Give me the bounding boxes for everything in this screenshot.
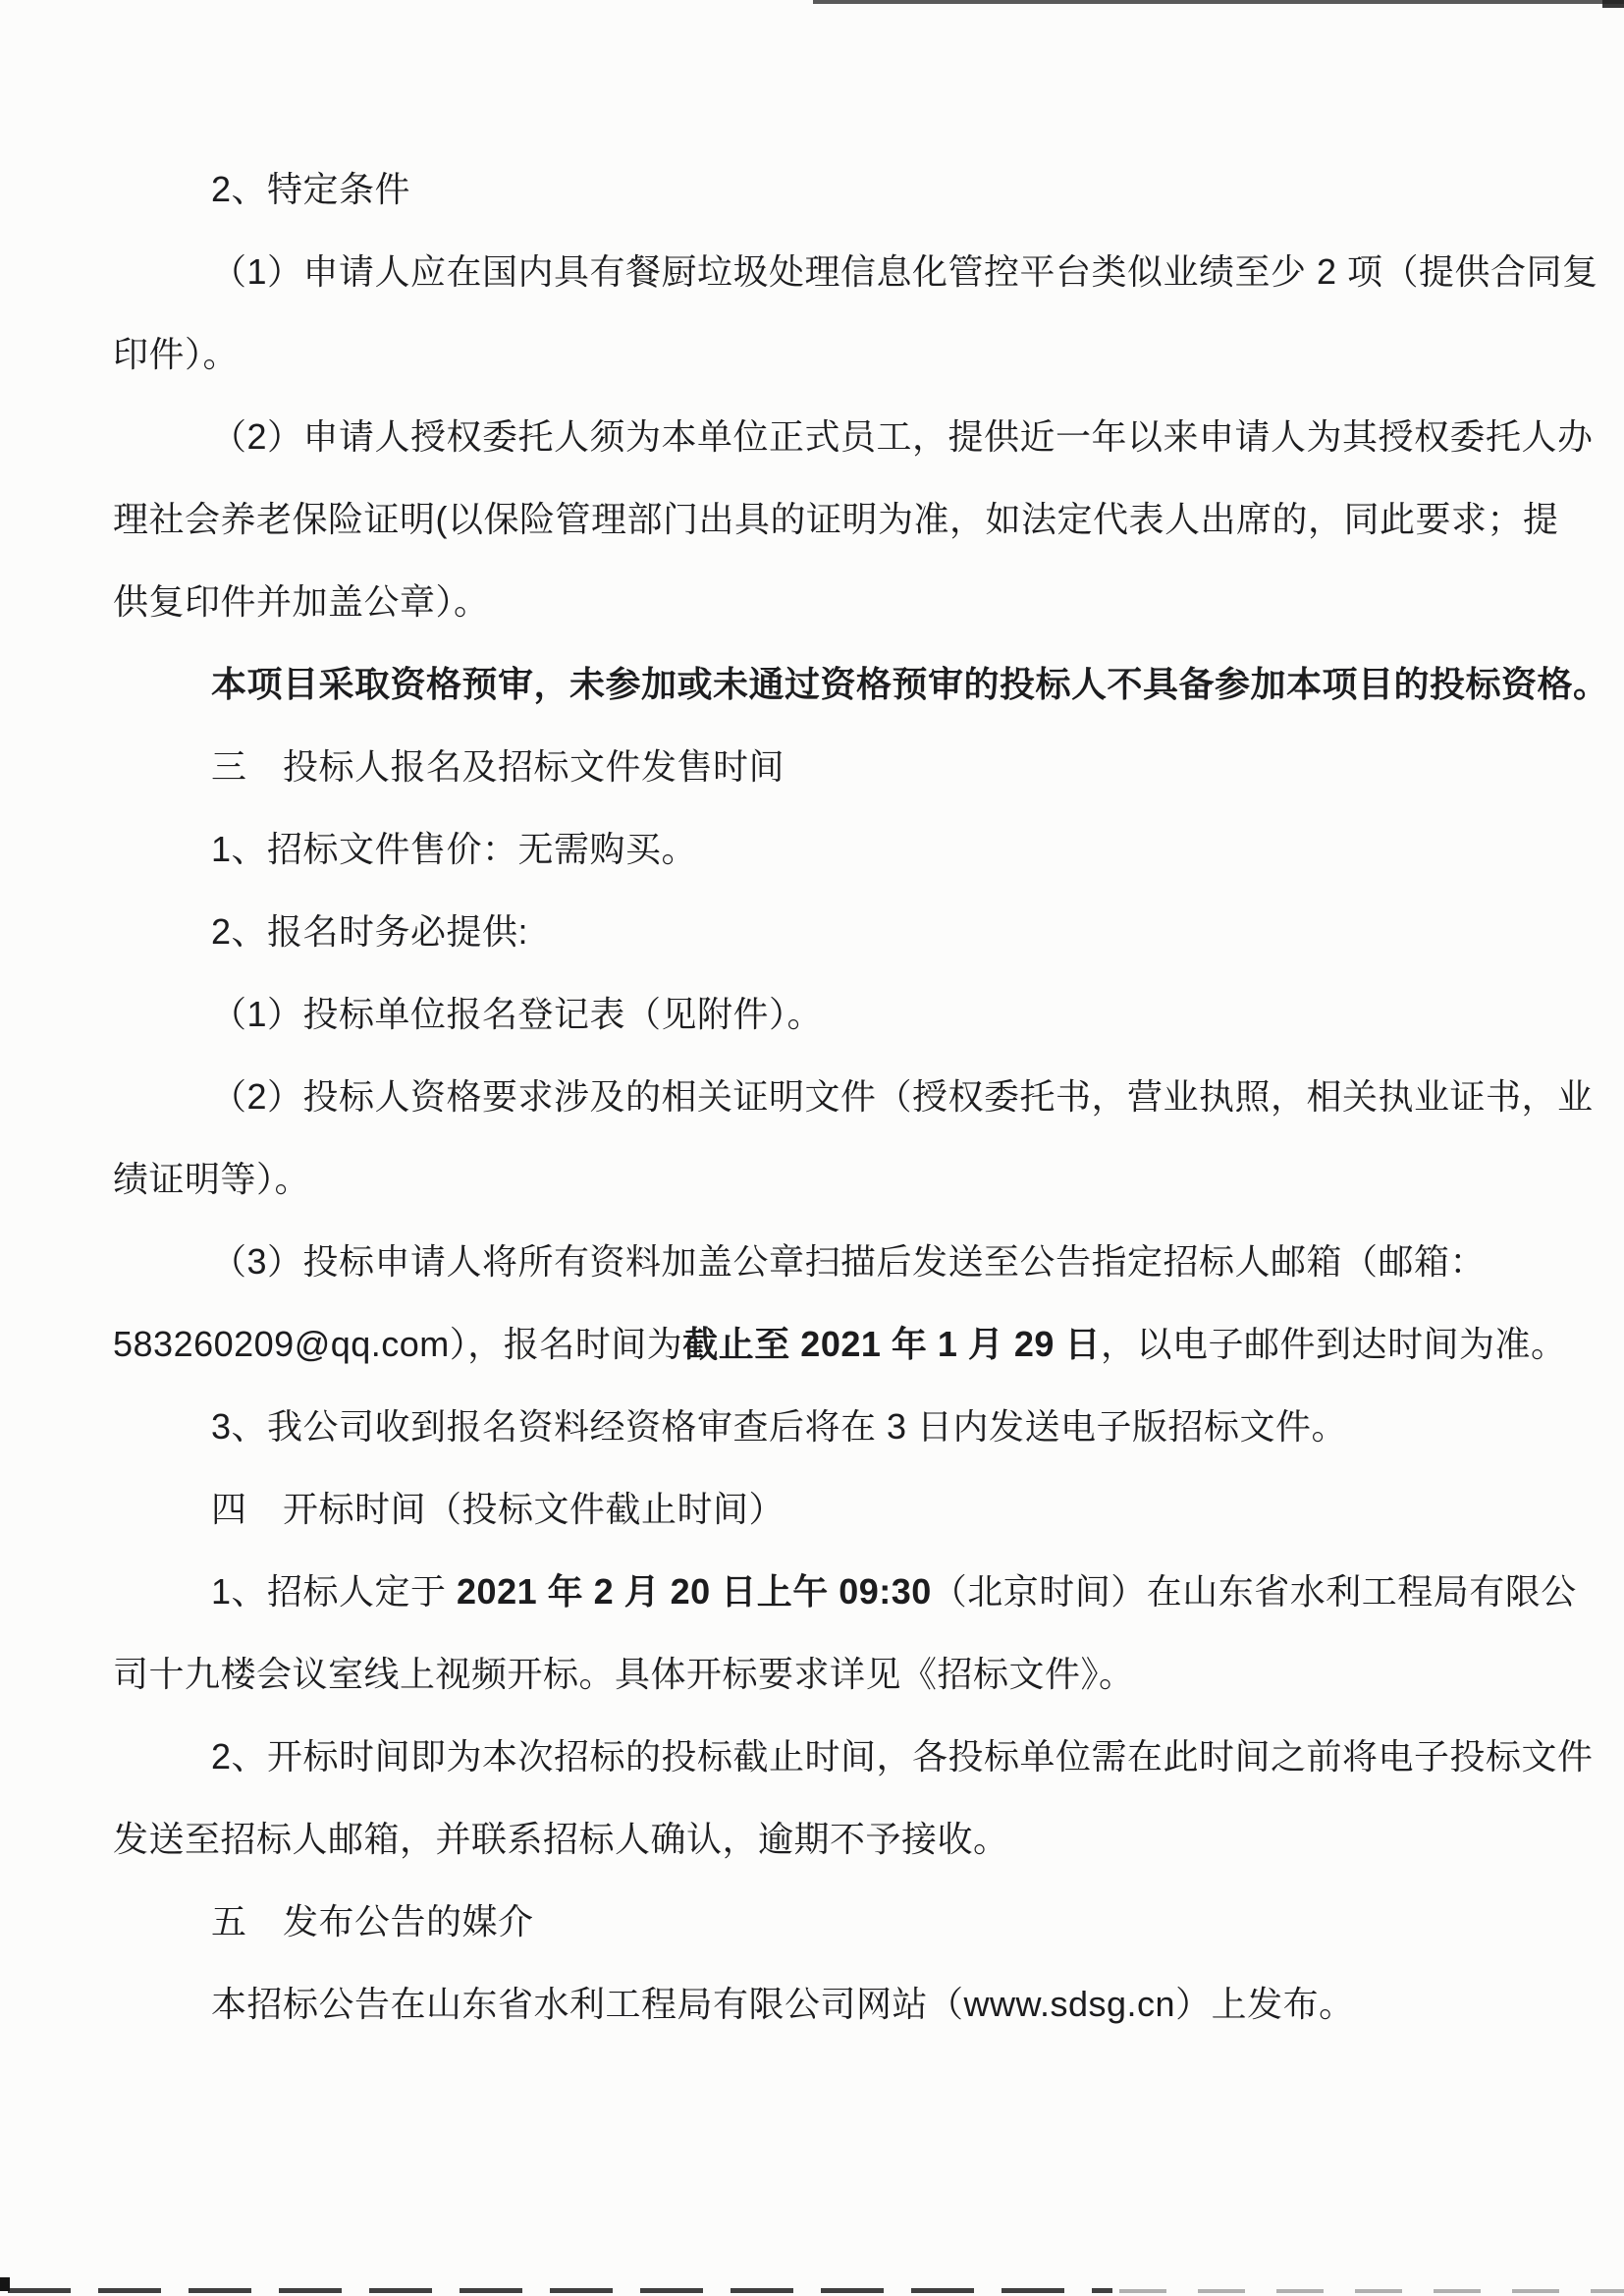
scan-artifact-top-right-corner bbox=[1602, 0, 1624, 8]
text-line-5 bbox=[113, 478, 1559, 561]
text-line-9 bbox=[113, 808, 1526, 891]
text-segment: 三 投标人报名及招标文件发售时间 bbox=[211, 746, 785, 787]
text-segment: 供复印件并加盖公章）。 bbox=[113, 581, 490, 622]
text-segment: （1）申请人应在国内具有餐厨垃圾处理信息化管控平台类似业绩至少 2 项（提供合同复 bbox=[211, 251, 1598, 292]
text-segment: 发送至招标人邮箱，并联系招标人确认，逾期不予接收。 bbox=[113, 1819, 1009, 1859]
text-segment: 1、招标文件售价：无需购买。 bbox=[211, 829, 698, 869]
text-segment: 1、招标人定于 bbox=[211, 1571, 458, 1612]
text-segment: 2、特定条件 bbox=[211, 169, 411, 209]
document-body bbox=[113, 148, 1609, 2046]
text-segment: 司十九楼会议室线上视频开标。具体开标要求详见《招标文件》。 bbox=[113, 1654, 1135, 1694]
scan-artifact-bottom-left-corner bbox=[0, 2277, 10, 2291]
text-segment: 2、报名时务必提供: bbox=[211, 911, 529, 952]
scan-artifact-bottom-dashes-right bbox=[1119, 2289, 1624, 2293]
text-segment: 583260209@qq.com），报名时间为 bbox=[113, 1324, 683, 1364]
text-segment: 印件）。 bbox=[113, 334, 240, 374]
text-line-11 bbox=[113, 973, 1526, 1056]
text-line-21 bbox=[113, 1798, 1526, 1881]
text-line-20 bbox=[113, 1716, 1594, 1798]
text-line-2 bbox=[113, 231, 1598, 313]
bold-text-segment: 本项目采取资格预审，未参加或未通过资格预审的投标人不具备参加本项目的投标资格。 bbox=[211, 664, 1609, 704]
text-line-19 bbox=[113, 1633, 1526, 1716]
text-line-17 bbox=[113, 1468, 1526, 1551]
text-line-16 bbox=[113, 1386, 1526, 1468]
text-line-13 bbox=[113, 1138, 1526, 1221]
scan-artifact-top-edge bbox=[813, 0, 1624, 4]
text-segment: 3、我公司收到报名资料经资格审查后将在 3 日内发送电子版招标文件。 bbox=[211, 1406, 1348, 1447]
text-line-7 bbox=[113, 643, 1609, 726]
text-segment: 四 开标时间（投标文件截止时间） bbox=[211, 1489, 785, 1529]
text-line-15 bbox=[113, 1303, 1567, 1386]
text-line-6 bbox=[113, 561, 1526, 643]
scan-artifact-bottom-dashes-left bbox=[8, 2288, 1112, 2293]
text-segment: （1）投标单位报名登记表（见附件）。 bbox=[211, 994, 824, 1034]
text-segment: 绩证明等）。 bbox=[113, 1159, 311, 1199]
text-line-3 bbox=[113, 313, 1526, 396]
text-segment: （3）投标申请人将所有资料加盖公章扫描后发送至公告指定招标人邮箱（邮箱： bbox=[211, 1241, 1487, 1282]
text-segment: （2）投标人资格要求涉及的相关证明文件（授权委托书，营业执照，相关执业证书，业 bbox=[211, 1076, 1594, 1117]
text-line-22 bbox=[113, 1881, 1526, 1963]
text-line-4 bbox=[113, 396, 1594, 478]
bold-text-segment: 截止至 2021 年 1 月 29 日 bbox=[682, 1324, 1101, 1364]
text-segment: 五 发布公告的媒介 bbox=[211, 1901, 534, 1941]
text-line-10 bbox=[113, 891, 1526, 973]
text-line-1 bbox=[113, 148, 1526, 231]
text-segment: （北京时间）在山东省水利工程局有限公 bbox=[931, 1571, 1577, 1612]
text-line-23 bbox=[113, 1963, 1526, 2046]
text-line-8 bbox=[113, 726, 1526, 808]
text-segment: 理社会养老保险证明(以保险管理部门出具的证明为准，如法定代表人出席的，同此要求；提 bbox=[113, 499, 1559, 539]
text-line-12 bbox=[113, 1056, 1594, 1138]
bold-text-segment: 2021 年 2 月 20 日上午 09:30 bbox=[457, 1571, 932, 1612]
text-line-14 bbox=[113, 1221, 1526, 1303]
text-segment: （2）申请人授权委托人须为本单位正式员工，提供近一年以来申请人为其授权委托人办 bbox=[211, 416, 1594, 457]
text-segment: 本招标公告在山东省水利工程局有限公司网站（www.sdsg.cn）上发布。 bbox=[211, 1984, 1355, 2024]
text-segment: ，以电子邮件到达时间为准。 bbox=[1100, 1324, 1567, 1364]
text-segment: 2、开标时间即为本次招标的投标截止时间，各投标单位需在此时间之前将电子投标文件 bbox=[211, 1736, 1594, 1777]
text-line-18 bbox=[113, 1551, 1577, 1633]
